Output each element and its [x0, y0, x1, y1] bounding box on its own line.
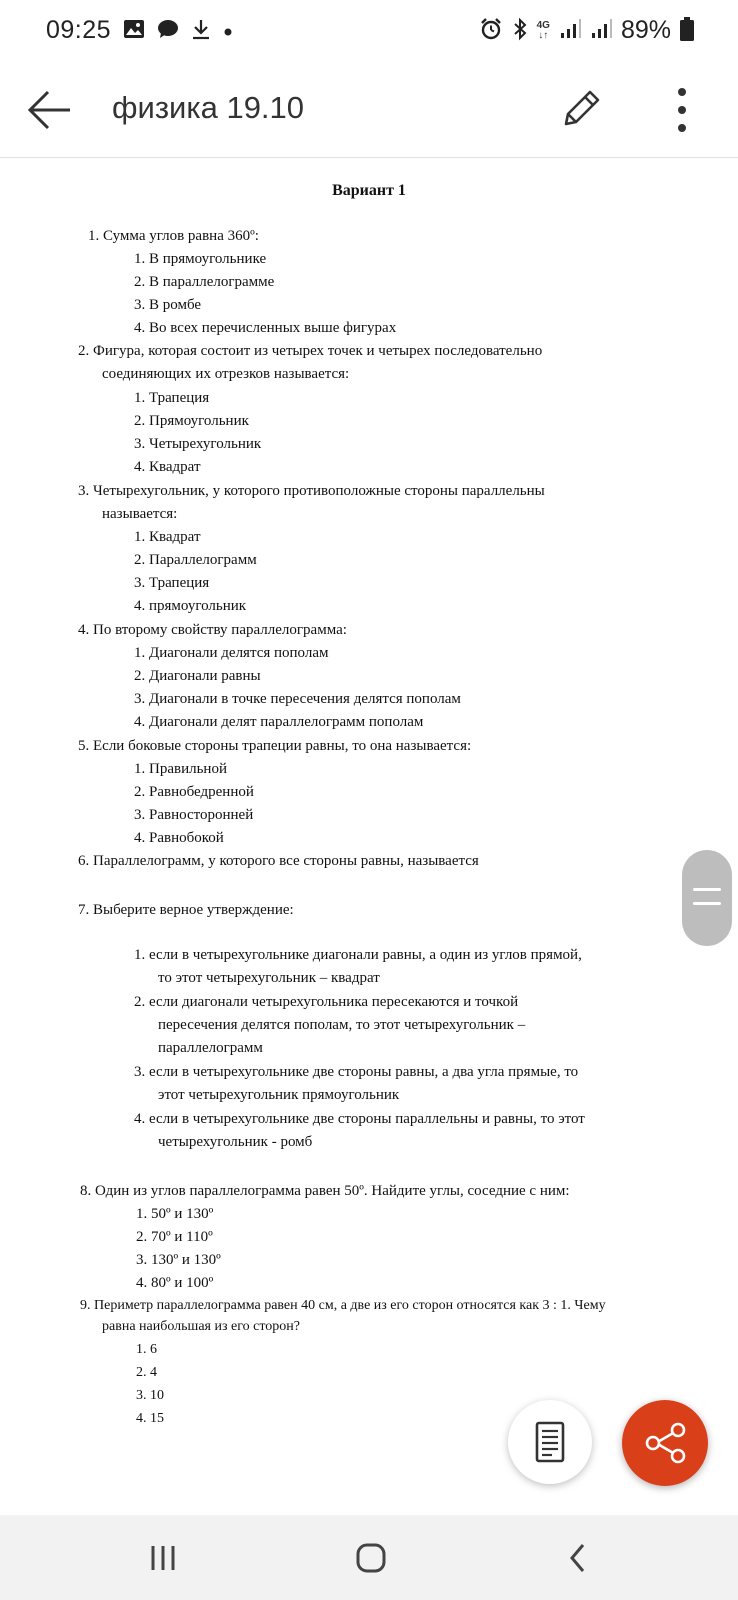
- question-option: 3. 10: [136, 1388, 164, 1403]
- question-option: 2. 4: [136, 1365, 157, 1380]
- system-nav-bar: [0, 1515, 738, 1600]
- question-option: 3. Трапеция: [134, 575, 210, 591]
- question-option: 1. 6: [136, 1342, 157, 1357]
- home-icon: [341, 1533, 401, 1583]
- question-text: 2. Фигура, которая состоит из четырех точек и четырех последовательно: [78, 343, 543, 359]
- status-left: [46, 16, 233, 45]
- question-text: 8. Один из углов параллелограмма равен 50º. Найдите углы, соседние с ним:: [80, 1183, 570, 1199]
- recents-button[interactable]: [134, 1533, 194, 1583]
- question-option: этот четырехугольник прямоугольник: [158, 1087, 400, 1103]
- document-title: Вариант 1: [332, 182, 406, 199]
- network-type: [537, 21, 550, 41]
- nav-back-icon: [548, 1533, 608, 1583]
- question-option: 4. Во всех перечисленных выше фигурах: [134, 320, 397, 336]
- message-icon: [157, 19, 179, 43]
- question-text: 9. Периметр параллелограмма равен 40 см, а две из его сторон относятся как 3 : 1. Чему: [80, 1298, 606, 1313]
- question-option: 3. Равносторонней: [134, 807, 254, 823]
- fast-scroll-handle[interactable]: [682, 850, 732, 946]
- question-text: 4. По второму свойству параллелограмма:: [78, 622, 347, 638]
- question-text: 3. Четырехугольник, у которого противоположные стороны параллельны: [78, 483, 545, 499]
- status-time: 09:25: [46, 16, 112, 44]
- question-option: 2. Равнобедренной: [134, 784, 254, 800]
- question-option: 3. Четырехугольник: [134, 436, 262, 452]
- download-icon: [191, 18, 211, 44]
- gallery-icon: [123, 19, 145, 43]
- question-option: 3. В ромбе: [134, 297, 202, 313]
- nav-back-button[interactable]: [548, 1533, 608, 1583]
- share-icon: [622, 1400, 708, 1486]
- alarm-icon: [479, 17, 503, 45]
- question-option: 3. 130º и 130º: [136, 1252, 221, 1268]
- question-option: 1. Диагонали делятся пополам: [134, 645, 329, 661]
- recents-icon: [134, 1533, 194, 1583]
- question-option: 3. Диагонали в точке пересечения делятся пополам: [134, 691, 461, 707]
- question-option: 2. Диагонали равны: [134, 668, 261, 684]
- battery-percent: 89%: [620, 16, 671, 44]
- question-option: 1. если в четырехугольнике диагонали равны, а один из углов прямой,: [134, 947, 582, 963]
- document-view-button[interactable]: [508, 1400, 592, 1484]
- back-button[interactable]: [24, 84, 76, 136]
- question-option: 2. Параллелограмм: [134, 552, 257, 568]
- scroll-handle-grip: [693, 888, 721, 891]
- question-text: 6. Параллелограмм, у которого все стороны равны, называется: [78, 853, 479, 869]
- more-vertical-icon: [662, 82, 702, 138]
- app-bar: [0, 62, 738, 158]
- question-text: 1. Сумма углов равна 360º:: [88, 228, 259, 244]
- question-option: пересечения делятся пополам, то этот четырехугольник –: [158, 1017, 526, 1033]
- signal-icon: [590, 18, 612, 44]
- question-text: называется:: [102, 506, 178, 522]
- question-option: 4. если в четырехугольнике две стороны параллельны и равны, то этот: [134, 1111, 585, 1127]
- app-title: физика 19.10: [112, 90, 305, 125]
- edit-button[interactable]: [556, 82, 608, 134]
- network-label: 4G: [536, 19, 550, 31]
- question-option: параллелограмм: [158, 1040, 263, 1056]
- status-right: [479, 16, 694, 45]
- scroll-handle-grip: [693, 902, 721, 905]
- home-button[interactable]: [341, 1533, 401, 1583]
- bluetooth-icon: [512, 17, 528, 45]
- question-option: то этот четырехугольник – квадрат: [158, 970, 380, 986]
- question-option: 4. Диагонали делят параллелограмм пополам: [134, 714, 424, 730]
- question-option: 3. если в четырехугольнике две стороны равны, а два угла прямые, то: [134, 1064, 579, 1080]
- arrow-left-icon: [24, 84, 76, 136]
- more-options-button[interactable]: [662, 82, 702, 138]
- pencil-icon: [556, 82, 608, 134]
- question-option: 4. прямоугольник: [134, 598, 247, 614]
- question-option: 4. Квадрат: [134, 459, 201, 475]
- document-page: [0, 160, 738, 1515]
- question-option: 1. Правильной: [134, 761, 227, 777]
- question-option: 2. Прямоугольник: [134, 413, 249, 429]
- dot-icon: [223, 21, 233, 41]
- document-icon: [508, 1400, 592, 1484]
- question-option: 1. Трапеция: [134, 390, 210, 406]
- status-bar: [0, 0, 738, 62]
- battery-icon: [680, 17, 694, 45]
- signal-icon: [559, 18, 581, 44]
- question-option: четырехугольник - ромб: [158, 1134, 313, 1150]
- question-option: 4. 15: [136, 1411, 164, 1426]
- question-option: 2. 70º и 110º: [136, 1229, 213, 1245]
- question-text: равна наибольшая из его сторон?: [102, 1319, 300, 1334]
- question-option: 2. если диагонали четырехугольника пересекаются и точкой: [134, 994, 519, 1010]
- question-option: 1. 50º и 130º: [136, 1206, 214, 1222]
- question-option: 4. 80º и 100º: [136, 1275, 214, 1291]
- share-button[interactable]: [622, 1400, 708, 1486]
- question-text: 7. Выберите верное утверждение:: [78, 902, 294, 918]
- data-arrows-icon: ↓↑: [538, 29, 549, 41]
- question-option: 2. В параллелограмме: [134, 274, 275, 290]
- question-option: 1. Квадрат: [134, 529, 201, 545]
- question-text: 5. Если боковые стороны трапеции равны, то она называется:: [78, 738, 472, 754]
- question-option: 1. В прямоугольнике: [134, 251, 267, 267]
- question-text: соединяющих их отрезков называется:: [102, 366, 350, 382]
- question-option: 4. Равнобокой: [134, 830, 224, 846]
